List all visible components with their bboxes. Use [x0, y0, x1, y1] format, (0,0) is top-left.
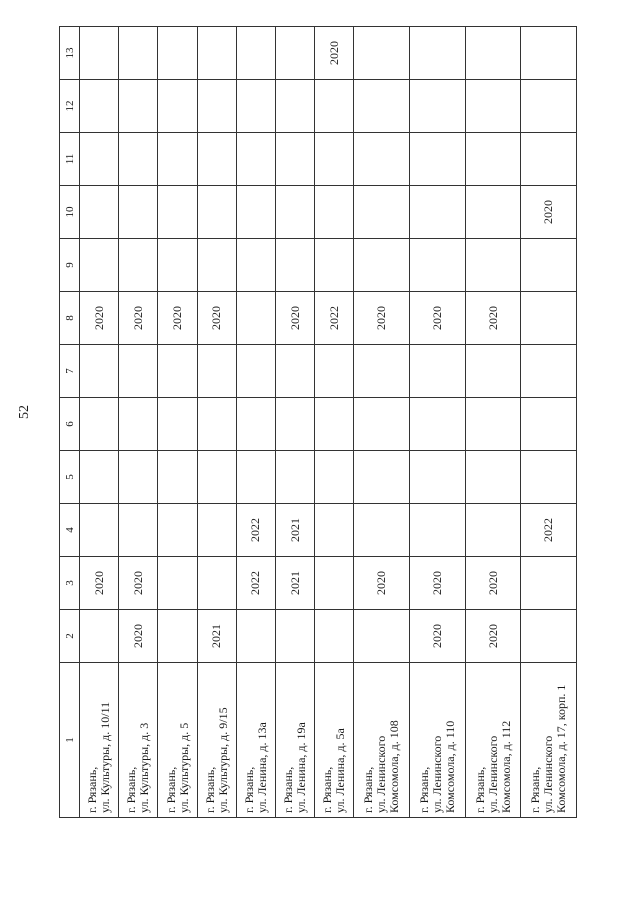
year-cell: [276, 239, 315, 292]
address-line: г. Рязань,: [320, 766, 335, 813]
year-cell: [315, 451, 354, 504]
year-cell: 2020: [521, 186, 577, 239]
year-cell: [158, 27, 197, 80]
table-row: [119, 27, 158, 818]
year-cell: [158, 398, 197, 451]
year-cell: [315, 504, 354, 557]
year-cell: 2020: [465, 610, 521, 663]
year-cell: [158, 451, 197, 504]
year-cell: [80, 398, 119, 451]
year-cell: 2020: [276, 292, 315, 345]
year-cell: 2020: [354, 292, 410, 345]
header-row: [60, 27, 80, 818]
year-cell: [197, 133, 236, 186]
year-cell: [119, 186, 158, 239]
address-line: г. Рязань,: [528, 766, 543, 813]
year-cell: [236, 345, 275, 398]
year-cell: [158, 345, 197, 398]
year-cell: [80, 27, 119, 80]
year-cell: [236, 133, 275, 186]
year-cell: [197, 80, 236, 133]
year-cell: [197, 186, 236, 239]
year-cell: [276, 451, 315, 504]
year-cell: [158, 610, 197, 663]
year-cell: 2020: [80, 557, 119, 610]
year-cell: [236, 80, 275, 133]
year-cell: [80, 133, 119, 186]
year-cell: [119, 504, 158, 557]
year-cell: [276, 133, 315, 186]
address-line: Комсомола, д. 108: [387, 720, 402, 813]
address-line: г. Рязань,: [361, 766, 376, 813]
year-cell: [410, 345, 466, 398]
year-cell: [315, 186, 354, 239]
address-line: ул. Ленинского: [374, 735, 389, 813]
year-cell: [465, 133, 521, 186]
column-number: 11: [60, 133, 80, 186]
year-cell: 2020: [197, 292, 236, 345]
address-line: г. Рязань,: [163, 766, 178, 813]
year-cell: 2021: [276, 504, 315, 557]
year-cell: [354, 133, 410, 186]
column-number: 9: [60, 239, 80, 292]
year-cell: 2022: [236, 557, 275, 610]
year-cell: [119, 345, 158, 398]
year-cell: [158, 186, 197, 239]
year-cell: [521, 451, 577, 504]
year-cell: [354, 610, 410, 663]
address-line: ул. Ленина, д. 19а: [294, 722, 309, 813]
year-cell: [354, 451, 410, 504]
year-cell: [410, 239, 466, 292]
address-line: ул. Ленина, д. 5а: [333, 728, 348, 813]
year-cell: [119, 239, 158, 292]
year-cell: [354, 398, 410, 451]
year-cell: 2020: [410, 557, 466, 610]
column-number: 10: [60, 186, 80, 239]
address-line: Комсомола, д. 112: [498, 720, 513, 813]
year-cell: [197, 557, 236, 610]
address-cell: [521, 663, 577, 818]
table-row: [197, 27, 236, 818]
year-cell: [276, 27, 315, 80]
address-cell: [158, 663, 197, 818]
year-cell: [158, 239, 197, 292]
year-cell: [521, 27, 577, 80]
address-cell: [236, 663, 275, 818]
year-cell: 2020: [465, 292, 521, 345]
year-cell: [521, 80, 577, 133]
year-cell: [315, 610, 354, 663]
year-cell: [315, 80, 354, 133]
year-cell: [410, 27, 466, 80]
year-cell: [236, 27, 275, 80]
year-cell: [80, 451, 119, 504]
address-line: Комсомола, д. 110: [442, 720, 457, 813]
year-cell: [410, 80, 466, 133]
year-cell: [354, 239, 410, 292]
year-cell: [276, 610, 315, 663]
year-cell: 2020: [158, 292, 197, 345]
year-cell: 2020: [315, 27, 354, 80]
address-line: г. Рязань,: [85, 766, 100, 813]
year-cell: [465, 398, 521, 451]
address-cell: [410, 663, 466, 818]
year-cell: 2021: [197, 610, 236, 663]
year-cell: 2020: [410, 610, 466, 663]
schedule-table: [59, 26, 577, 818]
year-cell: [465, 80, 521, 133]
address-line: г. Рязань,: [124, 766, 139, 813]
address-cell: [465, 663, 521, 818]
year-cell: [236, 451, 275, 504]
year-cell: [276, 398, 315, 451]
year-cell: [521, 239, 577, 292]
address-cell: [315, 663, 354, 818]
year-cell: [354, 504, 410, 557]
address-line: Комсомола, д. 17, корп. 1: [554, 684, 569, 813]
year-cell: [521, 610, 577, 663]
year-cell: 2021: [276, 557, 315, 610]
column-number: 2: [60, 610, 80, 663]
address-line: г. Рязань,: [202, 766, 217, 813]
year-cell: 2020: [465, 557, 521, 610]
address-line: г. Рязань,: [472, 766, 487, 813]
year-cell: [354, 345, 410, 398]
year-cell: [354, 80, 410, 133]
year-cell: [119, 451, 158, 504]
year-cell: [80, 239, 119, 292]
year-cell: [465, 239, 521, 292]
year-cell: [80, 80, 119, 133]
column-number: 1: [60, 663, 80, 818]
year-cell: [410, 186, 466, 239]
year-cell: 2020: [119, 610, 158, 663]
year-cell: [119, 133, 158, 186]
address-line: г. Рязань,: [241, 766, 256, 813]
year-cell: [80, 345, 119, 398]
page-number: 52: [17, 405, 32, 419]
year-cell: [158, 557, 197, 610]
year-cell: [236, 239, 275, 292]
year-cell: 2020: [119, 292, 158, 345]
column-number: 8: [60, 292, 80, 345]
address-line: ул. Ленинского: [429, 735, 444, 813]
year-cell: [465, 504, 521, 557]
year-cell: [236, 398, 275, 451]
year-cell: 2020: [410, 292, 466, 345]
year-cell: [236, 186, 275, 239]
address-cell: [80, 663, 119, 818]
address-line: ул. Культуры, д. 9/15: [215, 707, 230, 813]
table-body: [60, 27, 577, 818]
year-cell: [410, 133, 466, 186]
address-cell: [119, 663, 158, 818]
address-line: ул. Ленинского: [541, 735, 556, 813]
year-cell: [354, 27, 410, 80]
year-cell: [158, 80, 197, 133]
year-cell: [197, 239, 236, 292]
year-cell: [521, 398, 577, 451]
year-cell: [276, 186, 315, 239]
column-number: 3: [60, 557, 80, 610]
year-cell: [197, 504, 236, 557]
schedule-table-container: [59, 27, 640, 813]
year-cell: [315, 398, 354, 451]
table-row: [158, 27, 197, 818]
year-cell: [80, 504, 119, 557]
column-number: 4: [60, 504, 80, 557]
year-cell: [119, 27, 158, 80]
table-row: [80, 27, 119, 818]
year-cell: [276, 345, 315, 398]
column-number: 6: [60, 398, 80, 451]
year-cell: [315, 239, 354, 292]
address-line: ул. Культуры, д. 5: [176, 722, 191, 813]
year-cell: [158, 504, 197, 557]
column-number: 5: [60, 451, 80, 504]
table-row: [410, 27, 466, 818]
year-cell: [410, 451, 466, 504]
address-line: г. Рязань,: [281, 766, 296, 813]
year-cell: 2022: [236, 504, 275, 557]
year-cell: [197, 345, 236, 398]
year-cell: [236, 610, 275, 663]
table-row: [236, 27, 275, 818]
year-cell: [315, 557, 354, 610]
year-cell: [521, 133, 577, 186]
column-number: 7: [60, 345, 80, 398]
year-cell: [315, 345, 354, 398]
address-cell: [197, 663, 236, 818]
rotated-table-wrapper: [59, 27, 577, 818]
year-cell: [315, 133, 354, 186]
address-line: ул. Ленина, д. 13а: [254, 722, 269, 813]
table-row: [315, 27, 354, 818]
year-cell: [465, 186, 521, 239]
table-row: [521, 27, 577, 818]
year-cell: 2020: [354, 557, 410, 610]
year-cell: [158, 133, 197, 186]
year-cell: 2020: [80, 292, 119, 345]
year-cell: [354, 186, 410, 239]
year-cell: [197, 451, 236, 504]
year-cell: 2022: [315, 292, 354, 345]
year-cell: [236, 292, 275, 345]
year-cell: [465, 27, 521, 80]
address-line: ул. Культуры, д. 10/11: [98, 701, 113, 813]
year-cell: [276, 80, 315, 133]
year-cell: [197, 27, 236, 80]
year-cell: [80, 186, 119, 239]
address-cell: [276, 663, 315, 818]
year-cell: [80, 610, 119, 663]
table-row: [354, 27, 410, 818]
year-cell: 2022: [521, 504, 577, 557]
year-cell: [521, 292, 577, 345]
year-cell: [521, 557, 577, 610]
year-cell: [465, 451, 521, 504]
year-cell: [119, 80, 158, 133]
address-line: ул. Культуры, д. 3: [137, 722, 152, 813]
year-cell: [465, 345, 521, 398]
address-line: г. Рязань,: [416, 766, 431, 813]
year-cell: 2020: [119, 557, 158, 610]
column-number: 12: [60, 80, 80, 133]
column-number: 13: [60, 27, 80, 80]
year-cell: [410, 504, 466, 557]
table-row: [276, 27, 315, 818]
year-cell: [410, 398, 466, 451]
year-cell: [521, 345, 577, 398]
year-cell: [197, 398, 236, 451]
table-row: [465, 27, 521, 818]
year-cell: [119, 398, 158, 451]
address-line: ул. Ленинского: [485, 735, 500, 813]
address-cell: [354, 663, 410, 818]
